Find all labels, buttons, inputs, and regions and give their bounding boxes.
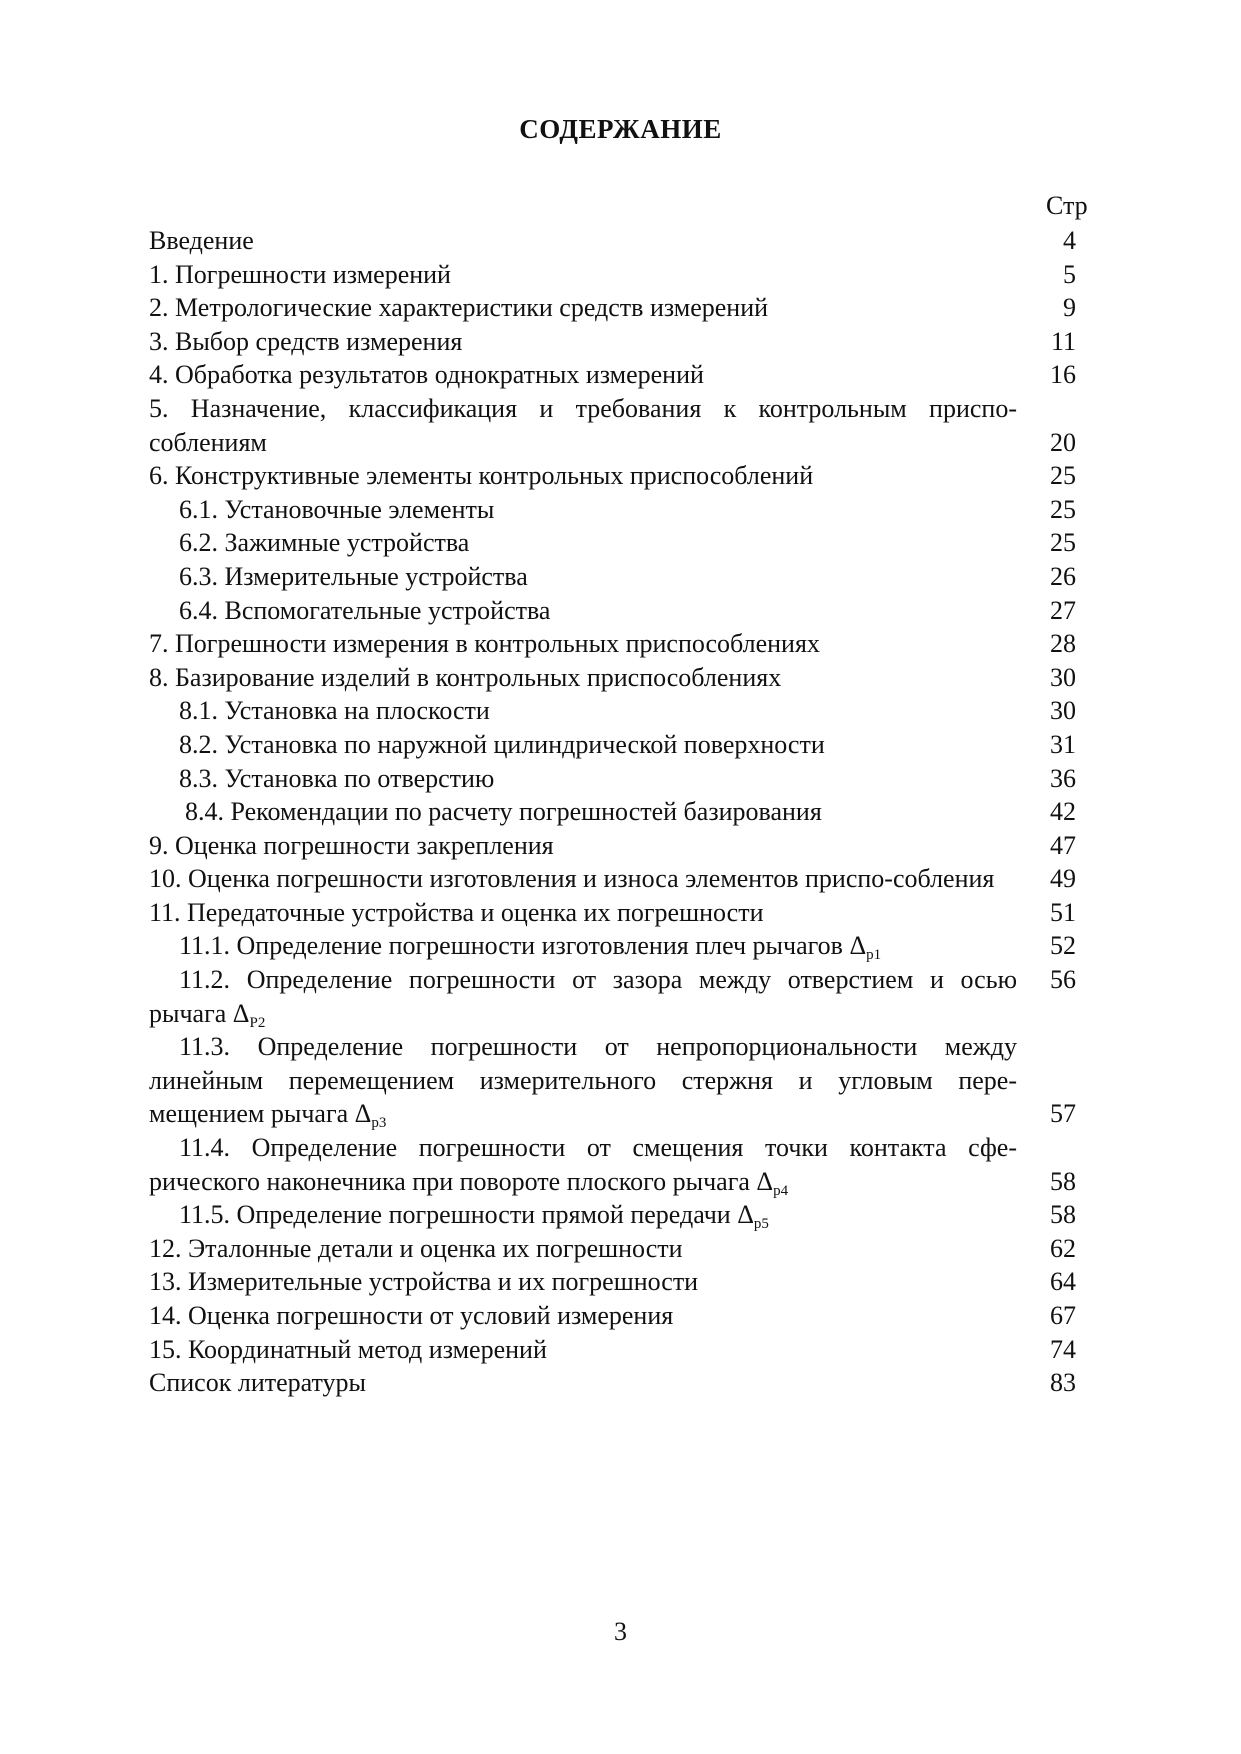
toc-entry-title: 8.4. Рекомендации по расчету погрешностей базирования (185, 797, 822, 827)
toc-entry-title (149, 929, 1017, 963)
toc-entry-title-text: 11.5. Определение погрешности прямой передачи Δ (179, 1200, 754, 1230)
toc-entry-page: 25 (1050, 528, 1076, 558)
page-column-header: Стр (1046, 191, 1088, 220)
toc-entry-title: 6. Конструктивные элементы контрольных приспособлений (149, 461, 814, 491)
toc-entry-title-text: 11.2. Определение погрешности от зазора между отверстием и осью рычага Δ (149, 965, 1017, 1028)
toc-entry-page: 64 (1050, 1267, 1076, 1297)
toc-entry-title: 11. Передаточные устройства и оценка их погрешности (149, 897, 764, 927)
toc-entry (149, 358, 1094, 392)
toc-entry-page: 25 (1050, 494, 1076, 524)
toc-entry-page: 30 (1050, 662, 1076, 692)
subscript-index: р3 (371, 1115, 387, 1132)
toc-entry-page: 58 (1050, 1200, 1076, 1230)
toc-entry-page: 56 (1050, 965, 1076, 995)
toc-entry-title: 8.1. Установка на плоскости (179, 696, 490, 726)
subscript-index: р1 (866, 947, 882, 964)
toc-entry-title: 9. Оценка погрешности закрепления (149, 830, 554, 860)
toc-subentry (149, 594, 1094, 628)
toc-entry-title: 10. Оценка погрешности изготовления и износа элементов приспо-собления (149, 864, 995, 894)
toc-entry-title: 12. Эталонные детали и оценка их погрешности (149, 1233, 683, 1263)
toc-entry (149, 1265, 1094, 1299)
toc-entry-page: 36 (1050, 763, 1076, 793)
toc-entry-page: 4 (1063, 226, 1076, 255)
toc-entry-title: 1. Погрешности измерений (149, 259, 451, 289)
toc-entry-title-text: 11.4. Определение погрешности от смещения точки контакта сфе-рического наконечника при повороте плоского рычага Δ (149, 1133, 1017, 1196)
toc-subentry (149, 1030, 1094, 1131)
toc-entry (149, 862, 1094, 896)
toc-subentry (149, 1198, 1094, 1232)
toc-entry (149, 1232, 1094, 1266)
toc-entry-title-text: 11.3. Определение погрешности от непропорциональности между линейным перемещением измерительного стержня и угловым пере-мещением рычага Δ (149, 1032, 1017, 1129)
toc-subentry (149, 762, 1094, 796)
toc-entry-page: 16 (1050, 360, 1076, 390)
toc-entry-title: 6.4. Вспомогательные устройства (179, 595, 551, 625)
toc-entry-page: 52 (1050, 931, 1076, 961)
toc-entry-title: 5. Назначение, классификация и требования к контрольным приспо-соблениям (149, 393, 1017, 457)
toc-entry (149, 661, 1094, 695)
table-of-contents (149, 224, 1094, 1400)
toc-entry-page: 31 (1050, 729, 1076, 759)
toc-entry-page: 5 (1063, 259, 1076, 289)
toc-entry-title: 6.3. Измерительные устройства (179, 561, 528, 591)
toc-entry-page: 26 (1050, 561, 1076, 591)
toc-subentry (149, 694, 1094, 728)
subscript-index: р4 (773, 1182, 789, 1199)
toc-entry-page: 25 (1050, 461, 1076, 491)
toc-subentry (149, 560, 1094, 594)
toc-subentry (149, 1131, 1094, 1198)
toc-entry-title: 6.2. Зажимные устройства (179, 528, 470, 558)
toc-entry-title: 14. Оценка погрешности от условий измерения (149, 1301, 674, 1330)
toc-entry-title: Список литературы (149, 1368, 366, 1398)
toc-entry-page: 83 (1050, 1368, 1076, 1398)
toc-entry (149, 1299, 1094, 1333)
toc-entry (149, 392, 1094, 459)
toc-entry-page: 58 (1050, 1166, 1076, 1196)
toc-entry (149, 829, 1094, 863)
toc-entry-title: 4. Обработка результатов однократных измерений (149, 360, 704, 390)
toc-entry-page: 30 (1050, 696, 1076, 726)
toc-entry-page: 57 (1050, 1099, 1076, 1129)
toc-entry-title (149, 1131, 1017, 1198)
toc-entry-title: 3. Выбор средств измерения (149, 326, 463, 356)
toc-subentry (149, 795, 1094, 829)
toc-entry-title: 6.1. Установочные элементы (179, 494, 495, 524)
toc-subentry (149, 963, 1094, 1030)
toc-entry-page: 42 (1050, 797, 1076, 827)
toc-entry (149, 291, 1094, 325)
toc-entry-title (149, 963, 1017, 1030)
toc-entry-page: 9 (1063, 293, 1076, 323)
toc-entry-title: 7. Погрешности измерения в контрольных приспособлениях (149, 629, 820, 659)
subscript-index: Р2 (249, 1014, 266, 1031)
toc-subentry (149, 929, 1094, 963)
toc-entry-title: 15. Координатный метод измерений (149, 1334, 547, 1364)
toc-entry (149, 224, 1094, 258)
toc-entry-title (149, 1198, 1017, 1232)
toc-entry-title: 8.3. Установка по отверстию (179, 763, 495, 793)
toc-entry-title: 8.2. Установка по наружной цилиндрической поверхности (179, 729, 825, 759)
toc-entry-title: 8. Базирование изделий в контрольных приспособлениях (149, 662, 782, 692)
toc-entry-title (149, 1030, 1017, 1131)
toc-entry-page: 20 (1050, 427, 1076, 457)
toc-entry-page: 51 (1050, 897, 1076, 927)
toc-entry-title: 2. Метрологические характеристики средств измерений (149, 293, 769, 323)
toc-entry (149, 896, 1094, 930)
toc-entry (149, 1333, 1094, 1367)
toc-entry-title: 13. Измерительные устройства и их погрешности (149, 1267, 699, 1297)
toc-entry-title-text: 11.1. Определение погрешности изготовления плеч рычагов Δ (179, 931, 867, 961)
toc-entry-page: 27 (1050, 595, 1076, 625)
toc-subentry (149, 526, 1094, 560)
toc-entry-page: 62 (1050, 1233, 1076, 1263)
toc-subentry (149, 728, 1094, 762)
toc-entry-page: 67 (1050, 1301, 1076, 1330)
page-number: 3 (614, 1617, 627, 1646)
toc-entry-page: 74 (1050, 1334, 1076, 1364)
subscript-index: р5 (753, 1216, 769, 1233)
toc-entry-page: 49 (1050, 864, 1076, 894)
toc-entry (149, 627, 1094, 661)
toc-entry-title: Введение (149, 226, 254, 255)
toc-entry (149, 1366, 1094, 1400)
toc-entry-page: 11 (1050, 326, 1076, 356)
page-title: СОДЕРЖАНИЕ (519, 114, 722, 144)
toc-entry (149, 325, 1094, 359)
toc-entry-page: 28 (1050, 629, 1076, 659)
toc-subentry (149, 493, 1094, 527)
toc-entry (149, 258, 1094, 292)
toc-entry-page: 47 (1050, 830, 1076, 860)
toc-entry (149, 459, 1094, 493)
